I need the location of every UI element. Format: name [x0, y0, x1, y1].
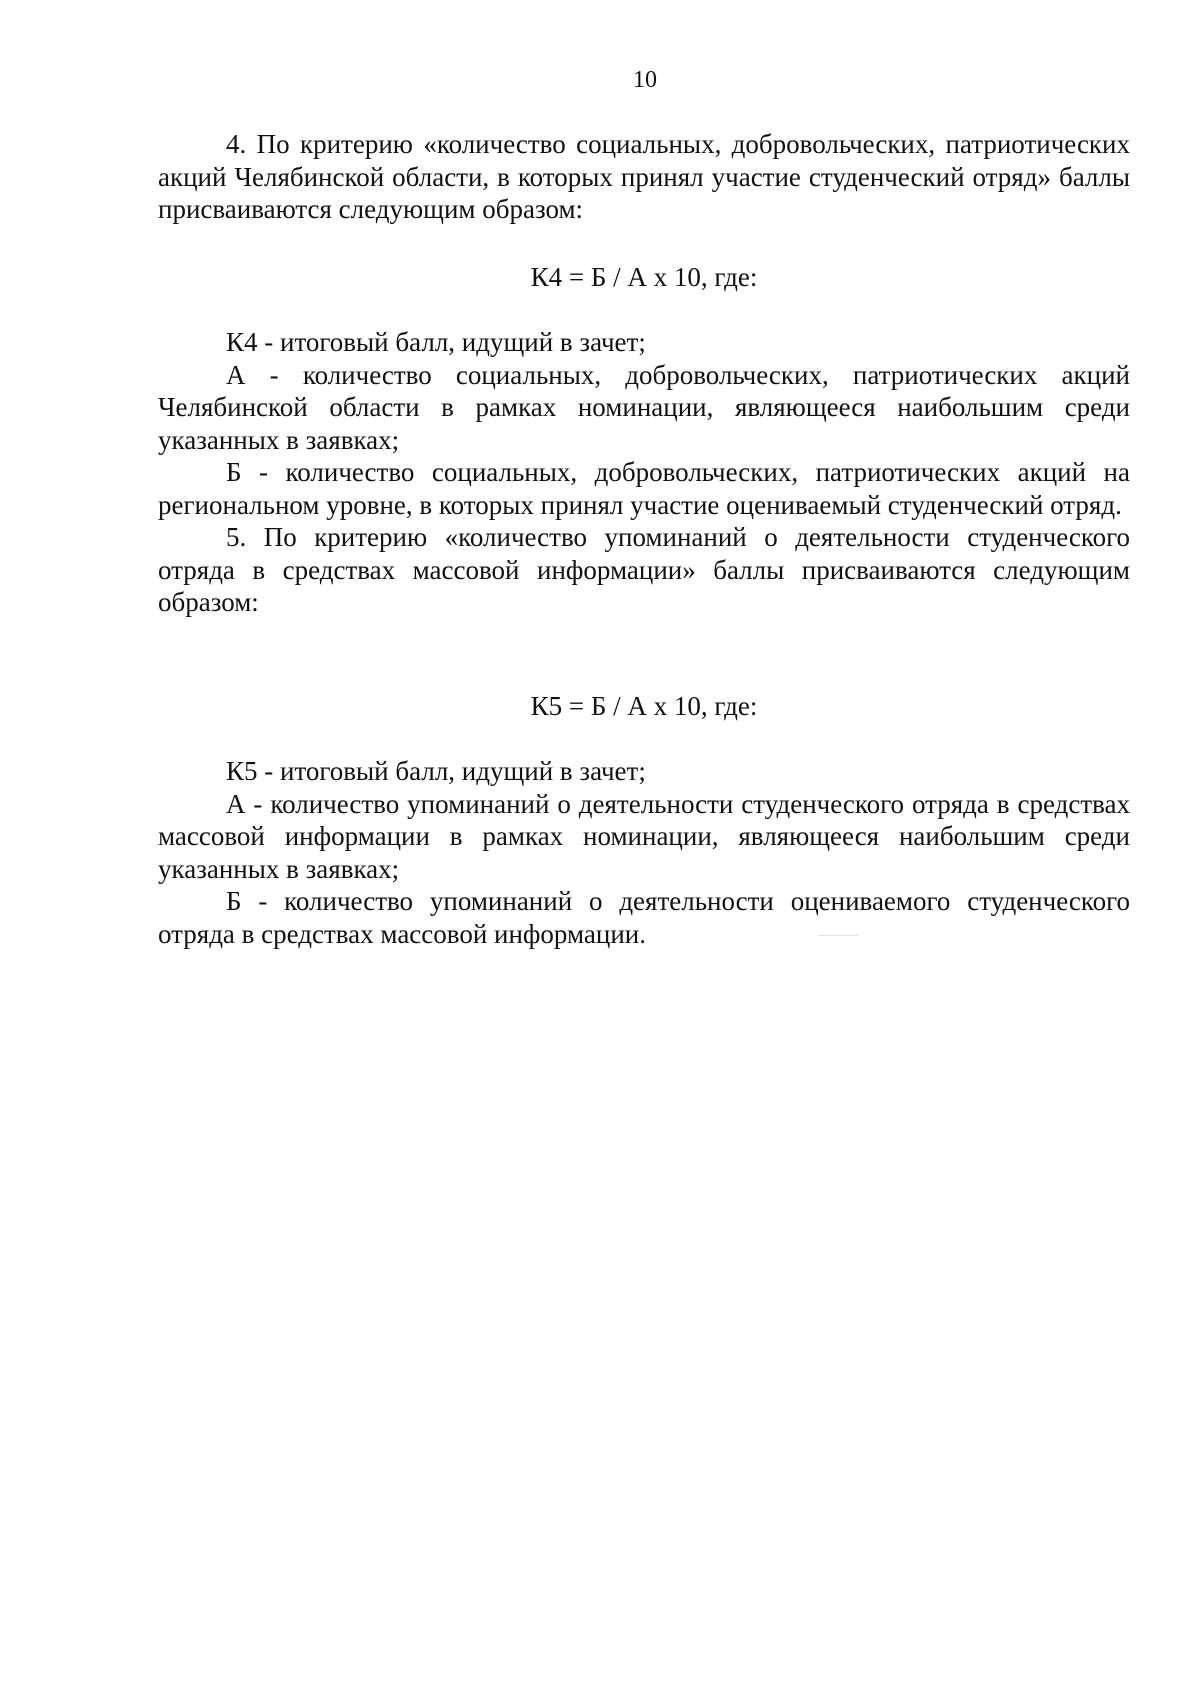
formula-k4: К4 = Б / А х 10, где: [530, 262, 758, 292]
definition-a-section-4: А - количество социальных, добровольческих, патриотических акций Челябинской области в рамках номинации, являющееся наибольшим среди указанных в заявках; [158, 359, 1130, 455]
definition-b-section-5: Б - количество упоминаний о деятельности оцениваемого студенческого отряда в средствах массовой информации. [158, 886, 1130, 949]
section-4-definitions [158, 326, 1130, 619]
definition-k4: К4 - итоговый балл, идущий в зачет; [226, 327, 646, 357]
scan-artifact [818, 935, 858, 936]
definition-b-section-4: Б - количество социальных, добровольческих, патриотических акций на региональном уровне, в которых принял участие оцениваемый студенческий отряд. [158, 457, 1130, 520]
section-4-intro-block [158, 128, 1130, 226]
definition-k5: К5 - итоговый балл, идущий в зачет; [226, 756, 646, 786]
section-4-intro: 4. По критерию «количество социальных, добровольческих, патриотических акций Челябинской области, в которых принял участие студенческий отряд» баллы присваиваются следующим образом: [158, 129, 1130, 224]
page-number: 10 [633, 67, 657, 93]
formula-k5: К5 = Б / А х 10, где: [530, 691, 758, 721]
section-5-definitions [158, 755, 1130, 950]
section-5-intro: 5. По критерию «количество упоминаний о деятельности студенческого отряда в средствах массовой информации» баллы присваиваются следующим образом: [158, 522, 1130, 617]
definition-a-section-5: А - количество упоминаний о деятельности студенческого отряда в средствах массовой информации в рамках номинации, являющееся наибольшим среди указанных в заявках; [158, 788, 1130, 884]
